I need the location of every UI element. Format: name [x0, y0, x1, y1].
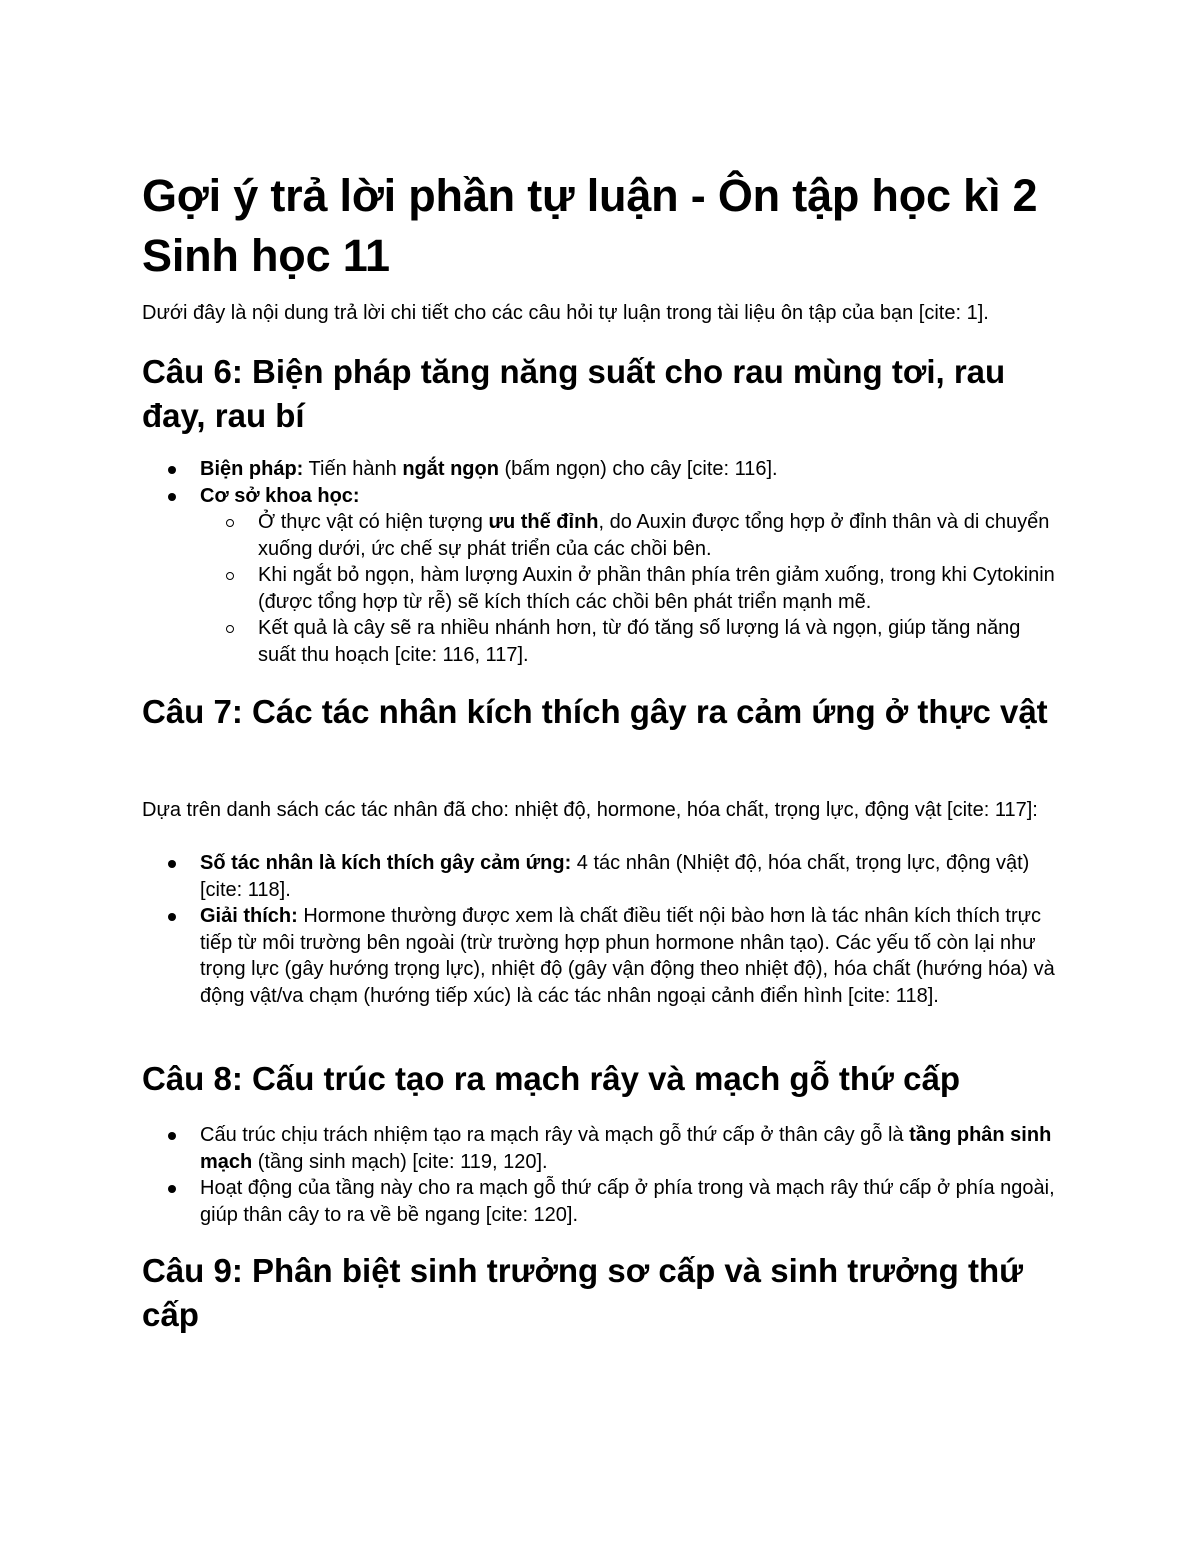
q7-list [142, 850, 1062, 1009]
q8-heading: Câu 8: Cấu trúc tạo ra mạch rây và mạch gỗ thứ cấp [142, 1060, 960, 1097]
list-text: Tiến hành [303, 458, 403, 480]
q6-list [142, 456, 1062, 668]
document-title: Gợi ý trả lời phần tự luận - Ôn tập học kì 2 Sinh học 11 [142, 170, 1038, 281]
hollow-bullet-icon [226, 519, 234, 527]
list-text: 4 tác nhân (Nhiệt độ, hóa chất, trọng lực, động vật) [cite: 118]. [200, 852, 1030, 901]
q8-list [142, 1122, 1062, 1228]
list-item [142, 1122, 1062, 1175]
bullet-icon [168, 1185, 176, 1193]
list-text: (bấm ngọn) cho cây [cite: 116]. [498, 458, 778, 480]
bullet-icon [168, 860, 176, 868]
hollow-bullet-icon [226, 625, 234, 633]
list-text: (tầng sinh mạch) [cite: 119, 120]. [252, 1150, 548, 1173]
bold-term: tầng phân sinh mạch [200, 1124, 1052, 1173]
list-text: Hoạt động của tầng này cho ra mạch gỗ thứ cấp ở phía trong và mạch rây thứ cấp ở phía ngoài, giúp thân cây to ra về bề ngang [cite: 120]. [200, 1177, 1055, 1226]
q7-paragraph: Dựa trên danh sách các tác nhân đã cho: nhiệt độ, hormone, hóa chất, trọng lực, động vật [cite: 117]: [142, 799, 1038, 821]
bullet-icon [168, 913, 176, 921]
list-item [142, 1175, 1062, 1228]
list-text: Hormone thường được xem là chất điều tiết nội bào hơn là tác nhân kích thích trực tiếp từ môi trường bên ngoài (trừ trường hợp phun hormone nhân tạo). Các yếu tố còn lại như trọng lực (gây hướng trọng lực), nhiệt độ (gây vận động theo nhiệt độ), hóa chất (hướng hóa) và động vật/va chạm (hướng tiếp xúc) là các tác nhân ngoại cảnh điển hình [cite: 118]. [200, 905, 1055, 1007]
list-item [142, 483, 1062, 669]
list-text: , do Auxin được tổng hợp ở đỉnh thân và di chuyển xuống dưới, ức chế sự phát triển của các chồi bên. [258, 511, 1050, 560]
list-text: Cấu trúc chịu trách nhiệm tạo ra mạch rây và mạch gỗ thứ cấp ở thân cây gỗ là [200, 1124, 910, 1146]
list-text: Khi ngắt bỏ ngọn, hàm lượng Auxin ở phần thân phía trên giảm xuống, trong khi Cytokinin (được tổng hợp từ rễ) sẽ kích thích các chồi bên phát triển mạnh mẽ. [258, 564, 1055, 613]
q7-count-label: Số tác nhân là kích thích gây cảm ứng: [200, 852, 572, 874]
sublist-item [200, 509, 1062, 562]
list-text: Ở thực vật có hiện tượng [258, 511, 489, 533]
q6-basis-label: Cơ sở khoa học: [200, 484, 360, 507]
bullet-icon [168, 493, 176, 501]
hollow-bullet-icon [226, 572, 234, 580]
q7-heading: Câu 7: Các tác nhân kích thích gây ra cảm ứng ở thực vật [142, 693, 1048, 730]
q6-heading: Câu 6: Biện pháp tăng năng suất cho rau mùng tơi, rau đay, rau bí [142, 353, 1006, 434]
list-item [142, 903, 1062, 1009]
list-item [142, 456, 1062, 483]
list-text: Kết quả là cây sẽ ra nhiều nhánh hơn, từ đó tăng số lượng lá và ngọn, giúp tăng năng suất thu hoạch [cite: 116, 117]. [258, 617, 1021, 666]
q9-heading: Câu 9: Phân biệt sinh trưởng sơ cấp và sinh trưởng thứ cấp [142, 1252, 1023, 1333]
sublist-item [200, 615, 1062, 668]
q6-measure-label: Biện pháp: [200, 458, 304, 480]
q6-sublist [142, 509, 1062, 668]
bold-term: ngắt ngọn [402, 458, 499, 480]
bullet-icon [168, 1132, 176, 1140]
bullet-icon [168, 466, 176, 474]
sublist-item [200, 562, 1062, 615]
bold-term: ưu thế đỉnh [488, 511, 599, 533]
intro-paragraph: Dưới đây là nội dung trả lời chi tiết cho các câu hỏi tự luận trong tài liệu ôn tập của bạn [cite: 1]. [142, 302, 989, 324]
q7-explain-label: Giải thích: [200, 905, 298, 927]
list-item [142, 850, 1062, 903]
